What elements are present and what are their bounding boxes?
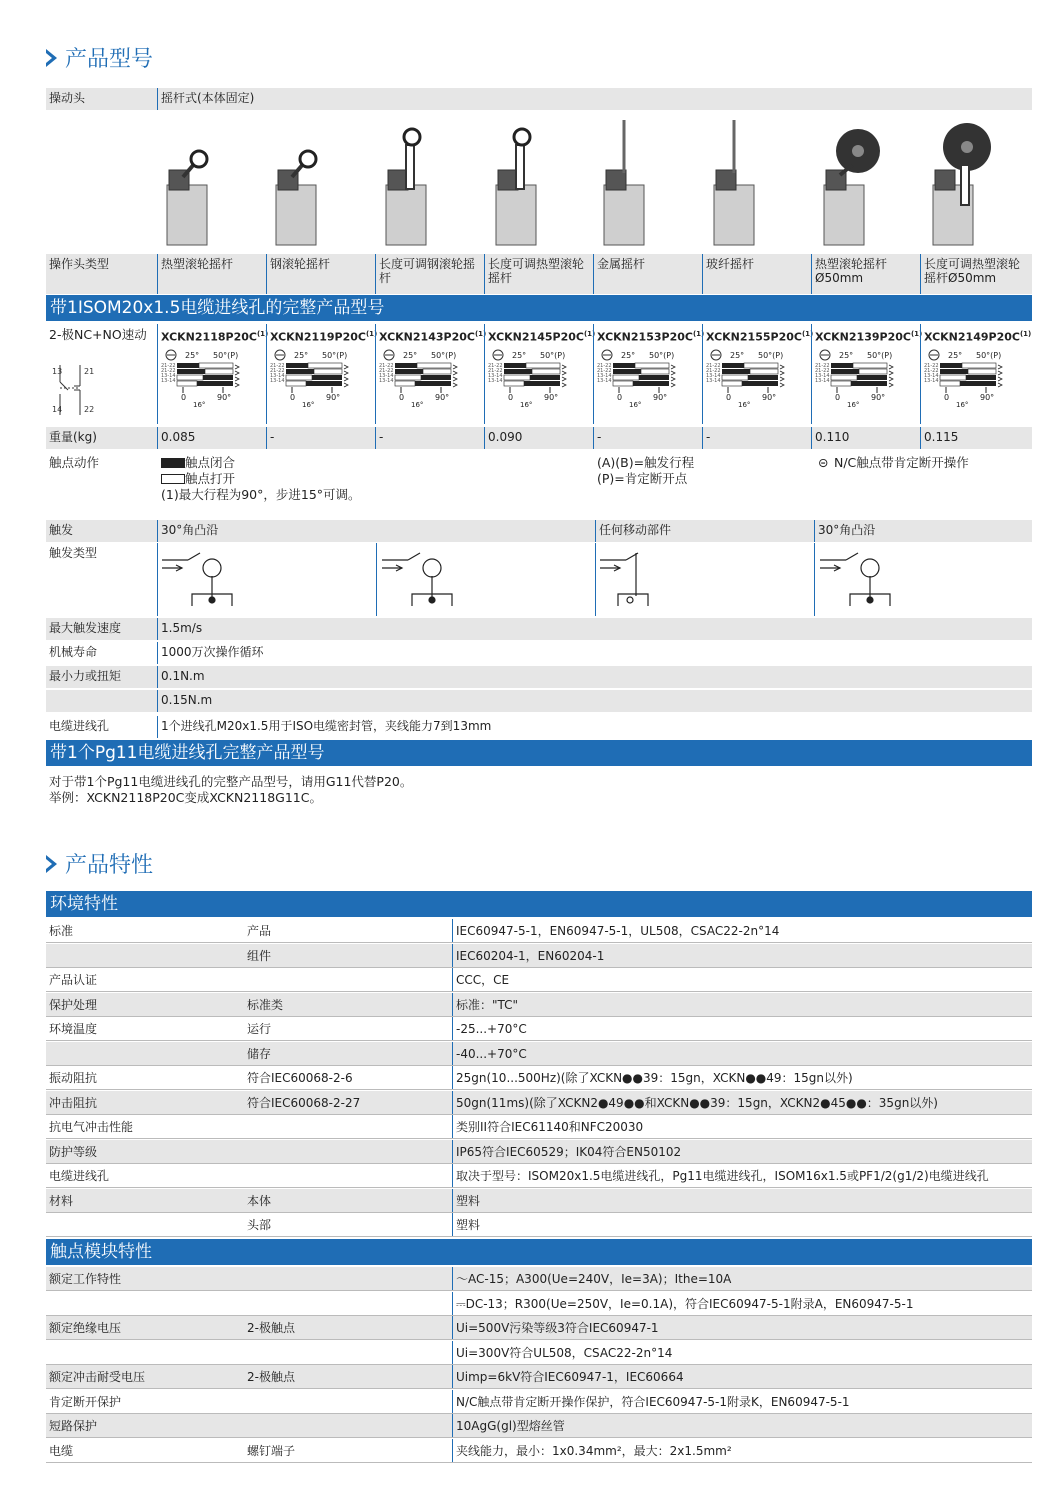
- diagram-label: 25°: [403, 350, 418, 360]
- diagram-label: 21-22: [379, 367, 394, 374]
- switch-image: [161, 115, 261, 250]
- model-cell: [811, 324, 923, 424]
- spec-label: [46, 944, 244, 967]
- positive-break-icon: ⊝: [818, 455, 829, 470]
- weight-cell: -: [266, 427, 375, 449]
- travel-diagram: [597, 347, 697, 417]
- diagram-label: 21-22: [270, 362, 285, 369]
- spec-label: 肯定断开保护: [49, 1394, 122, 1409]
- spec-value: 类别II符合IEC61140和NFC20030: [452, 1115, 1032, 1138]
- trigger-cell: 30°角凸沿: [157, 520, 595, 542]
- spec-value: 标准："TC": [452, 993, 1032, 1016]
- type-cell: 热塑滚轮摇杆Ø50mm: [811, 254, 920, 294]
- row-label: 最大触发速度: [49, 621, 122, 635]
- travel-diagram: [161, 347, 261, 417]
- spec-value: -40...+70°C: [452, 1042, 1032, 1065]
- spec-sub: 本体: [247, 1193, 272, 1208]
- diagram-label: 13-14: [270, 377, 285, 384]
- switch-image: [708, 115, 808, 250]
- spec-row: [46, 1390, 1032, 1414]
- diagram-label: 21-22: [597, 362, 612, 369]
- diagram-label: 0: [944, 392, 950, 402]
- spec-row: [46, 1439, 1032, 1463]
- diagram-label: 21-22: [379, 362, 394, 369]
- spec-value: Uimp=6kV符合IEC60947-1，IEC60664: [452, 1365, 1032, 1388]
- switch-image: [818, 115, 918, 250]
- row-label: 触发: [49, 523, 74, 537]
- diagram-label: 21-22: [270, 367, 285, 374]
- type-cell: 玻纤摇杆: [702, 254, 811, 294]
- legend-text: (A)(B)=触发行程: [597, 455, 695, 470]
- diagram-label: 90°: [980, 392, 995, 402]
- diagram-label: 25°: [730, 350, 745, 360]
- spec-label: 冲击阻抗: [49, 1095, 98, 1110]
- type-cell: 长度可调热塑滚轮摇杆: [484, 254, 593, 294]
- model-cell: [484, 324, 596, 424]
- row-label: 触发类型: [49, 546, 98, 560]
- spec-label: 防护等级: [49, 1144, 98, 1159]
- chevron-right-icon: [46, 855, 57, 873]
- diagram-label: 13-14: [161, 372, 176, 379]
- svg-text:13: 13: [52, 367, 63, 376]
- operator-row: [46, 88, 1032, 110]
- diagram-label: 21-22: [924, 362, 939, 369]
- weight-cell: -: [375, 427, 484, 449]
- spec-row: [46, 1292, 1032, 1316]
- svg-text:22: 22: [84, 405, 95, 414]
- legend-text: N/C触点带肯定断开操作: [834, 455, 969, 470]
- spec-row: [46, 1267, 1032, 1291]
- model-number: $XCKN2155P20C^{(1)}$: [706, 330, 814, 344]
- diagram-label: 25°: [948, 350, 963, 360]
- spec-value: -25...+70°C: [452, 1017, 1032, 1040]
- legend-text: 触点打开: [185, 471, 236, 486]
- weight-cell: -: [702, 427, 811, 449]
- diagram-label: 13-14: [924, 377, 939, 384]
- model-number: $XCKN2153P20C^{(1)}$: [597, 330, 705, 344]
- note-text: 举例：XCKN2118P20C变成XCKN2118G11C。: [49, 790, 322, 805]
- diagram-label: 25°: [621, 350, 636, 360]
- row-value: 1.5m/s: [157, 618, 1032, 640]
- spec-sub: 符合IEC60068-2-6: [247, 1071, 353, 1085]
- spec-value: CCC，CE: [452, 968, 1032, 991]
- diagram-label: 13-14: [379, 372, 394, 379]
- spec-sub: 螺钉端子: [247, 1443, 296, 1458]
- trigger-diagram: [380, 548, 470, 612]
- diagram-label: 21-22: [815, 362, 830, 369]
- chevron-right-icon: [46, 49, 57, 67]
- weight-cell: 0.115: [920, 427, 1032, 449]
- weight-cell: 0.110: [811, 427, 920, 449]
- diagram-label: 13-14: [815, 377, 830, 384]
- switch-image: [598, 115, 698, 250]
- spec-label: 额定冲击耐受电压: [49, 1370, 146, 1384]
- spec-row: [46, 919, 1032, 943]
- diagram-label: 13-14: [924, 372, 939, 379]
- diagram-label: 21-22: [924, 367, 939, 374]
- spec-row: [46, 1042, 1032, 1066]
- diagram-label: 50°(P): [649, 350, 675, 360]
- spec-label: 额定工作特性: [49, 1272, 122, 1286]
- note-text: 对于带1个Pg11电缆进线孔的完整产品型号，请用G11代替P20。: [49, 774, 413, 789]
- spec-label: [46, 1042, 244, 1065]
- model-cell: [593, 324, 705, 424]
- diagram-label: 21-22: [706, 367, 721, 374]
- diagram-label: 13-14: [706, 372, 721, 379]
- cable-row: [46, 716, 1032, 738]
- diagram-label: 13-14: [379, 377, 394, 384]
- diagram-label: 90°: [653, 392, 668, 402]
- spec-sub: [244, 1390, 452, 1413]
- diagram-label: 50°(P): [758, 350, 784, 360]
- spec-sub: [244, 1292, 452, 1315]
- spec-value: IEC60204-1，EN60204-1: [452, 944, 1032, 967]
- type-row: [46, 254, 1032, 294]
- model-cell: [920, 324, 1032, 424]
- spec-sub: 头部: [247, 1218, 272, 1232]
- trigger-row: [46, 520, 1032, 542]
- spec-label: 环境温度: [49, 1022, 98, 1036]
- model-number: $XCKN2119P20C^{(1)}$: [270, 330, 378, 344]
- band-contact-module: 触点模块特性: [46, 1239, 1032, 1265]
- diagram-label: 50°(P): [431, 350, 457, 360]
- spec-sub: 2-极触点: [247, 1370, 295, 1384]
- spec-sub: [244, 1414, 452, 1437]
- diagram-label: 13-14: [706, 377, 721, 384]
- diagram-label: 16°: [847, 400, 860, 409]
- spec-label: [46, 1292, 244, 1315]
- diagram-label: 21-22: [161, 362, 176, 369]
- model-number: $XCKN2118P20C^{(1)}$: [161, 330, 269, 344]
- trigger-diagram: [818, 548, 908, 612]
- spec-label: 标准: [49, 924, 74, 938]
- spec-row: [46, 1164, 1032, 1188]
- spec-row: [46, 1017, 1032, 1041]
- diagram-label: 13-14: [488, 372, 503, 379]
- spec-row: [46, 993, 1032, 1017]
- model-number: $XCKN2149P20C^{(1)}$: [924, 330, 1032, 344]
- travel-diagram: [706, 347, 806, 417]
- spec-sub: [244, 968, 452, 991]
- diagram-label: 90°: [762, 392, 777, 402]
- spec-row: [46, 1189, 1032, 1213]
- spec-value: 塑料: [452, 1213, 1032, 1236]
- spec-sub: [244, 1140, 452, 1163]
- diagram-label: 16°: [411, 400, 424, 409]
- closed-swatch: [161, 458, 185, 468]
- spec-sub: 2-极触点: [247, 1321, 295, 1335]
- spec-label: 产品认证: [49, 973, 98, 987]
- spec-row: [46, 968, 1032, 992]
- legend-note: (1)最大行程为90°，步进15°可调。: [161, 487, 361, 502]
- weight-row: [46, 427, 1032, 449]
- spec-sub: [244, 1115, 452, 1138]
- diagram-label: 25°: [839, 350, 854, 360]
- diagram-label: 90°: [544, 392, 559, 402]
- diagram-label: 0: [617, 392, 623, 402]
- diagram-label: 90°: [435, 392, 450, 402]
- speed-row: [46, 618, 1032, 640]
- type-cell: 钢滚轮摇杆: [266, 254, 375, 294]
- spec-sub: 产品: [247, 924, 272, 938]
- row-label: 操作头类型: [49, 257, 110, 271]
- life-row: [46, 642, 1032, 664]
- type-cell: 金属摇杆: [593, 254, 702, 294]
- diagram-label: 50°(P): [213, 350, 239, 360]
- travel-diagram: [815, 347, 915, 417]
- weight-cell: -: [593, 427, 702, 449]
- spec-value: 塑料: [452, 1189, 1032, 1212]
- legend-positive: [818, 456, 969, 470]
- spec-value: Ui=300V符合UL508，CSAC22-2n°14: [452, 1341, 1032, 1364]
- spec-value: IEC60947-5-1，EN60947-5-1，UL508，CSAC22-2n°14: [452, 919, 1032, 942]
- switch-image: [380, 115, 480, 250]
- switch-image: [490, 115, 590, 250]
- spec-value: 10AgG(gl)型熔丝管: [452, 1414, 1032, 1437]
- section-title-models: 产品型号: [46, 42, 153, 73]
- row-value: 1个进线孔M20x1.5用于ISO电缆密封管，夹线能力7到13mm: [157, 716, 1032, 738]
- diagram-label: 21-22: [488, 362, 503, 369]
- switch-image: [270, 115, 370, 250]
- travel-diagram: [924, 347, 1024, 417]
- diagram-label: 0: [181, 392, 187, 402]
- spec-label: 材料: [49, 1193, 74, 1208]
- spec-sub: 标准类: [247, 997, 284, 1012]
- diagram-label: 25°: [512, 350, 527, 360]
- contact-symbol: [50, 360, 100, 420]
- spec-label: 额定绝缘电压: [49, 1321, 122, 1335]
- travel-diagram: [379, 347, 479, 417]
- diagram-label: 16°: [193, 400, 206, 409]
- spec-value: 50gn(11ms)(除了XCKN2●49●●和XCKN●●39：15gn，XCKN2●45●●：35gn以外): [452, 1091, 1032, 1114]
- spec-value: 夹线能力，最小：1x0.34mm²，最大：2x1.5mm²: [452, 1439, 1032, 1462]
- diagram-label: 0: [508, 392, 514, 402]
- diagram-label: 13-14: [488, 377, 503, 384]
- diagram-label: 50°(P): [867, 350, 893, 360]
- spec-label: 短路保护: [49, 1419, 98, 1433]
- row-value: 0.15N.m: [157, 690, 1032, 712]
- band-iso-models: 带1ISOM20x1.5电缆进线孔的完整产品型号: [46, 295, 1032, 321]
- travel-diagram: [270, 347, 370, 417]
- diagram-label: 21-22: [161, 367, 176, 374]
- diagram-label: 21-22: [815, 367, 830, 374]
- diagram-label: 0: [726, 392, 732, 402]
- spec-sub: [244, 1341, 452, 1364]
- diagram-label: 13-14: [270, 372, 285, 379]
- row-label: 2-极NC+NO速动: [49, 327, 147, 342]
- spec-sub: 储存: [247, 1046, 272, 1061]
- spec-sub: 组件: [247, 948, 272, 963]
- diagram-label: 0: [399, 392, 405, 402]
- spec-sub: 符合IEC60068-2-27: [247, 1095, 361, 1110]
- trigger-diagram: [598, 548, 688, 612]
- model-row: [46, 324, 1032, 424]
- spec-label: 保护处理: [49, 997, 98, 1012]
- svg-text:21: 21: [84, 367, 95, 376]
- diagram-label: 25°: [185, 350, 200, 360]
- spec-row: [46, 1140, 1032, 1164]
- type-cell: 长度可调热塑滚轮摇杆Ø50mm: [920, 254, 1032, 294]
- model-number: $XCKN2145P20C^{(1)}$: [488, 330, 596, 344]
- row-label: 触点动作: [49, 455, 100, 470]
- travel-diagram: [488, 347, 588, 417]
- model-number: $XCKN2139P20C^{(1)}$: [815, 330, 923, 344]
- spec-row: [46, 1341, 1032, 1365]
- spec-value: 取决于型号：ISOM20x1.5电缆进线孔，Pg11电缆进线孔，ISOM16x1.5或PF1/2(g1/2)电缆进线孔: [452, 1164, 1032, 1187]
- diagram-label: 13-14: [815, 372, 830, 379]
- force-row-2: [46, 690, 1032, 712]
- diagram-label: 0: [835, 392, 841, 402]
- diagram-label: 13-14: [597, 377, 612, 384]
- type-cell: 热塑滚轮摇杆: [157, 254, 266, 294]
- diagram-label: 21-22: [597, 367, 612, 374]
- model-cell: [702, 324, 814, 424]
- spec-value: 25gn(10...500Hz)(除了XCKN●●39：15gn，XCKN●●49：15gn以外): [452, 1066, 1032, 1089]
- diagram-label: 90°: [871, 392, 886, 402]
- trigger-cell: 30°角凸沿: [814, 520, 1032, 542]
- row-value: 0.1N.m: [157, 666, 1032, 688]
- spec-label: 振动阻抗: [49, 1071, 98, 1085]
- spec-label: 抗电气冲击性能: [49, 1120, 134, 1134]
- band-environment: 环境特性: [46, 891, 1032, 917]
- diagram-label: 16°: [629, 400, 642, 409]
- row-label: 操动头: [49, 91, 86, 105]
- diagram-label: 90°: [326, 392, 341, 402]
- spec-row: [46, 944, 1032, 968]
- legend-text: 触点闭合: [185, 455, 236, 470]
- diagram-label: 16°: [738, 400, 751, 409]
- type-cell: 长度可调钢滚轮摇杆: [375, 254, 484, 294]
- spec-value: 〜AC-15；A300(Ue=240V，Ie=3A)；Ithe=10A: [452, 1267, 1032, 1290]
- weight-cell: 0.090: [484, 427, 593, 449]
- spec-label: [46, 1213, 244, 1236]
- weight-cell: 0.085: [157, 427, 266, 449]
- diagram-label: 50°(P): [540, 350, 566, 360]
- legend-text: (P)=肯定断开点: [597, 471, 688, 486]
- diagram-label: 13-14: [597, 372, 612, 379]
- spec-row: [46, 1091, 1032, 1115]
- row-label: 电缆进线孔: [49, 719, 110, 733]
- spec-value: IP65符合IEC60529；IK04符合EN50102: [452, 1140, 1032, 1163]
- spec-label: [46, 1341, 244, 1364]
- model-cell: [157, 324, 269, 424]
- switch-image: [927, 115, 1027, 250]
- diagram-label: 16°: [520, 400, 533, 409]
- diagram-label: 16°: [302, 400, 315, 409]
- spec-row: [46, 1066, 1032, 1090]
- open-swatch: [161, 474, 185, 484]
- diagram-label: 50°(P): [976, 350, 1002, 360]
- spec-row: [46, 1213, 1032, 1237]
- row-value: 摇杆式(本体固定): [157, 88, 1032, 110]
- spec-row: [46, 1316, 1032, 1340]
- section-title-features: 产品特性: [46, 848, 153, 879]
- trigger-cell: 任何移动部件: [595, 520, 814, 542]
- spec-value: N/C触点带肯定断开操作保护，符合IEC60947-5-1附录K，EN60947-5-1: [452, 1390, 1032, 1413]
- spec-sub: [244, 1267, 452, 1290]
- band-pg11-models: 带1个Pg11电缆进线孔完整产品型号: [46, 740, 1032, 766]
- row-value: 1000万次操作循环: [157, 642, 1032, 664]
- spec-value: ⎓DC-13；R300(Ue=250V，Ie=0.1A)，符合IEC60947-5-1附录A，EN60947-5-1: [452, 1292, 1032, 1315]
- spec-sub: 运行: [247, 1022, 272, 1036]
- diagram-label: 50°(P): [322, 350, 348, 360]
- spec-value: Ui=500V污染等级3符合IEC60947-1: [452, 1316, 1032, 1339]
- diagram-label: 16°: [956, 400, 969, 409]
- force-row: [46, 666, 1032, 688]
- model-number: $XCKN2143P20C^{(1)}$: [379, 330, 487, 344]
- spec-row: [46, 1414, 1032, 1438]
- spec-row: [46, 1115, 1032, 1139]
- diagram-label: 0: [290, 392, 296, 402]
- diagram-label: 90°: [217, 392, 232, 402]
- model-cell: [266, 324, 378, 424]
- diagram-label: 25°: [294, 350, 309, 360]
- svg-text:14: 14: [52, 405, 63, 414]
- spec-sub: [244, 1164, 452, 1187]
- diagram-label: 13-14: [161, 377, 176, 384]
- spec-row: [46, 1365, 1032, 1389]
- trigger-diagram: [160, 548, 250, 612]
- row-label: 最小力或扭矩: [49, 669, 122, 683]
- row-label: 重量(kg): [49, 430, 97, 444]
- spec-label: 电缆进线孔: [49, 1169, 110, 1183]
- diagram-label: 21-22: [488, 367, 503, 374]
- spec-label: 电缆: [49, 1443, 74, 1458]
- row-label: 机械寿命: [49, 645, 98, 659]
- model-cell: [375, 324, 487, 424]
- diagram-label: 21-22: [706, 362, 721, 369]
